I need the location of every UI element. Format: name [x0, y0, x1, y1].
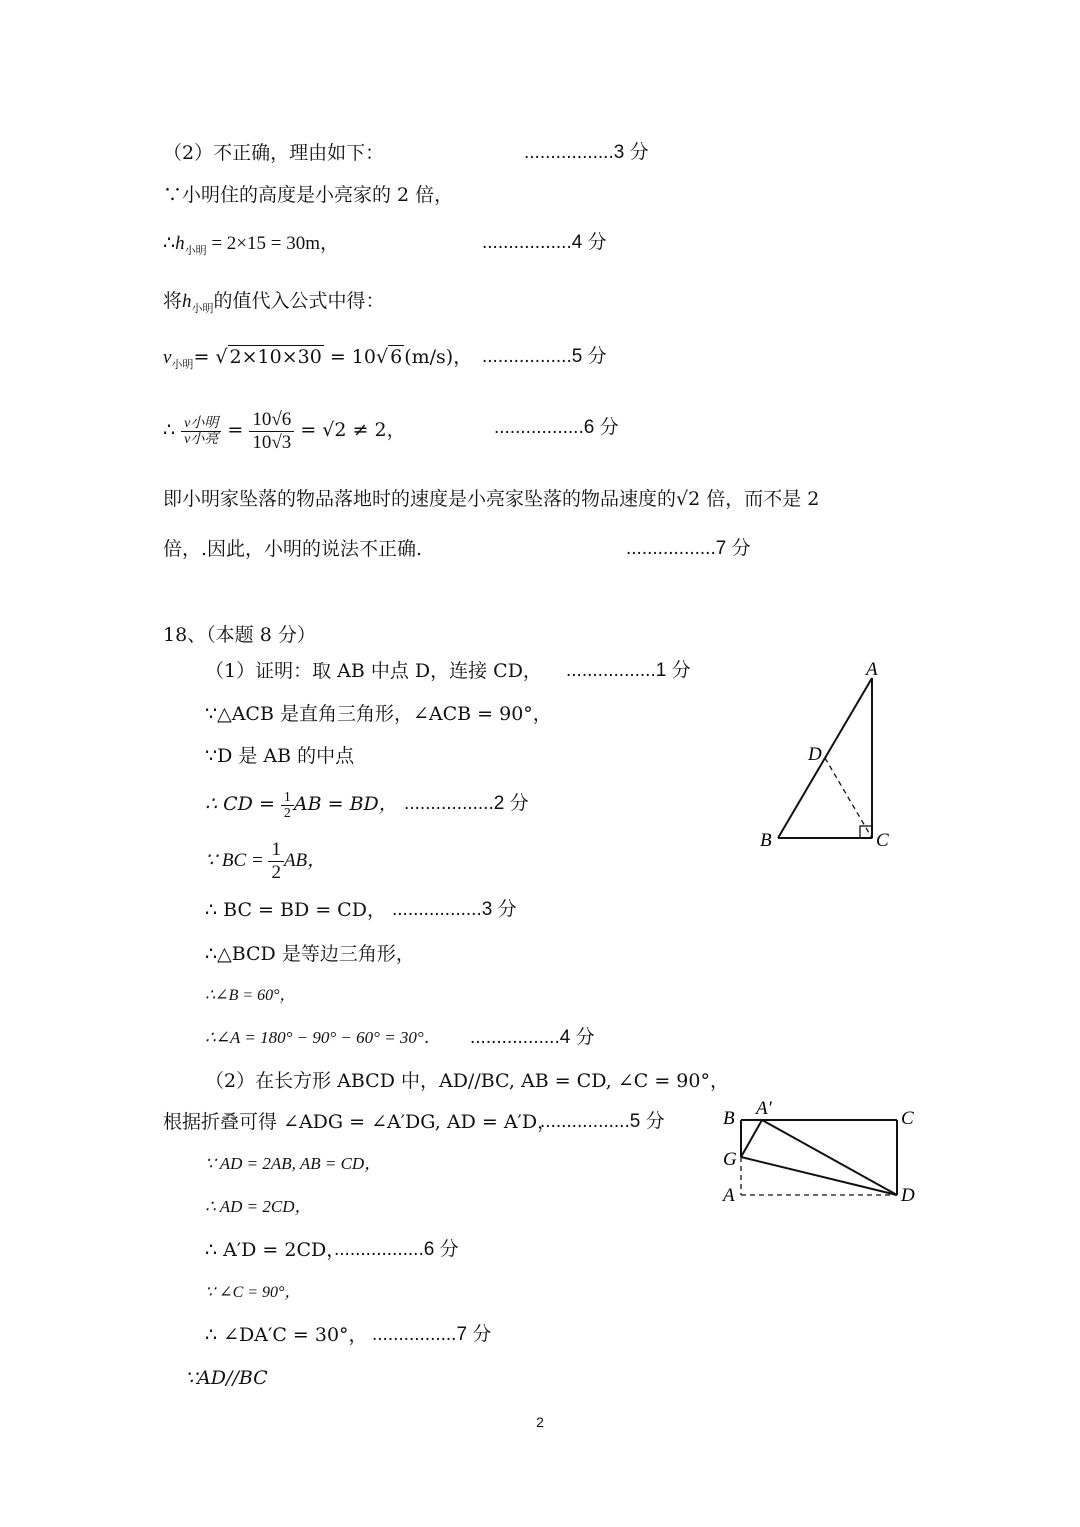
segment-ga1: [741, 1120, 762, 1157]
score-mark: .................4 分: [482, 232, 607, 253]
q18-b8: ∵AD//BC: [185, 1367, 268, 1389]
segment-a1d: [762, 1120, 897, 1195]
score-mark: .................6 分: [334, 1239, 459, 1260]
label-a-prime: A′: [756, 1098, 772, 1119]
score-mark: .................5 分: [482, 346, 607, 367]
q18-a2: ∵△ACB 是直角三角形，∠ACB = 90°，: [205, 703, 552, 725]
score-mark: .................2 分: [404, 793, 529, 814]
q18-b4: ∴ AD = 2CD，: [205, 1197, 312, 1216]
part2-line2: $\therefore h_{小明} = 2\times 15 = 30m$，: [163, 232, 340, 257]
score-mark: .................1 分: [566, 660, 691, 681]
score-mark: .................6 分: [494, 417, 619, 438]
label-a: A: [723, 1185, 735, 1206]
score-mark: .................5 分: [540, 1111, 665, 1132]
label-c: C: [876, 830, 889, 851]
q18-a3: ∵D 是 AB 的中点: [205, 745, 355, 767]
q18-b6: ∵ ∠C = 90°，: [205, 1284, 301, 1301]
triangle-figure: [750, 650, 910, 855]
q18-heading: 18、（本题 8 分）: [163, 624, 316, 646]
q18-b7: ∴ ∠DA′C = 30°，: [205, 1324, 368, 1346]
score-mark: .................4 分: [470, 1027, 595, 1048]
page-number: 2: [536, 1414, 544, 1430]
q18-a7: ∴△BCD 是等边三角形，: [205, 943, 415, 965]
part2-line6: 即小明家坠落的物品落地时的速度是小亮家坠落的物品速度的√2 倍，而不是 2: [163, 488, 820, 510]
label-a: A: [866, 659, 878, 680]
q18-b2: 根据折叠可得 ∠ADG = ∠A′DG, AD = A′D，: [163, 1111, 557, 1133]
score-mark: .................3 分: [524, 142, 649, 163]
q18-b1: （2）在长方形 ABCD 中，AD//BC, AB = CD, ∠C = 90°，: [205, 1070, 729, 1092]
rectangle-figure: [715, 1095, 930, 1210]
label-d: D: [808, 744, 822, 765]
score-mark: ................7 分: [372, 1324, 492, 1345]
part2-line1: ∵小明住的高度是小亮家的 2 倍，: [163, 184, 454, 206]
q18-a1: （1）证明：取 AB 中点 D，连接 CD，: [205, 660, 542, 682]
part2-intro: （2）不正确，理由如下：: [163, 142, 385, 164]
q18-b5: ∴ A′D = 2CD，: [205, 1239, 346, 1261]
q18-b3: ∵ AD = 2AB, AB = CD，: [205, 1154, 382, 1173]
score-mark: .................3 分: [392, 899, 517, 920]
part2-line5: ∴ $\frac{\text{v小明}}{\text{v小亮}}$ = $\frac{10√6}{10√3}$ = √2 ≠ 2，: [163, 408, 406, 453]
segment-gd: [741, 1157, 897, 1195]
label-g: G: [723, 1149, 737, 1170]
label-b: B: [723, 1108, 735, 1129]
label-d: D: [901, 1185, 915, 1206]
label-b: B: [760, 830, 772, 851]
q18-a5: ∵ BC = $\frac{1}{2}$ AB，: [205, 838, 327, 883]
part2-line7: 倍，.因此，小明的说法不正确.: [163, 538, 423, 560]
score-mark: .................7 分: [626, 538, 751, 559]
label-c: C: [901, 1108, 914, 1129]
q18-a6: ∴ BC = BD = CD，: [205, 899, 386, 921]
part2-line3: 将$h_{小明}$的值代入公式中得：: [163, 290, 385, 315]
part2-line4: $v_{小明}=$ √ 2×10×30 = 10√ 6 (m/s)，: [163, 346, 473, 371]
q18-a4: ∴ CD = $\frac{1}{2}$ AB = BD，: [205, 789, 398, 821]
q18-a8: ∴∠B = 60°，: [205, 987, 296, 1004]
q18-a9: ∴∠A = 180° − 90° − 60° = 30°．: [205, 1028, 441, 1047]
